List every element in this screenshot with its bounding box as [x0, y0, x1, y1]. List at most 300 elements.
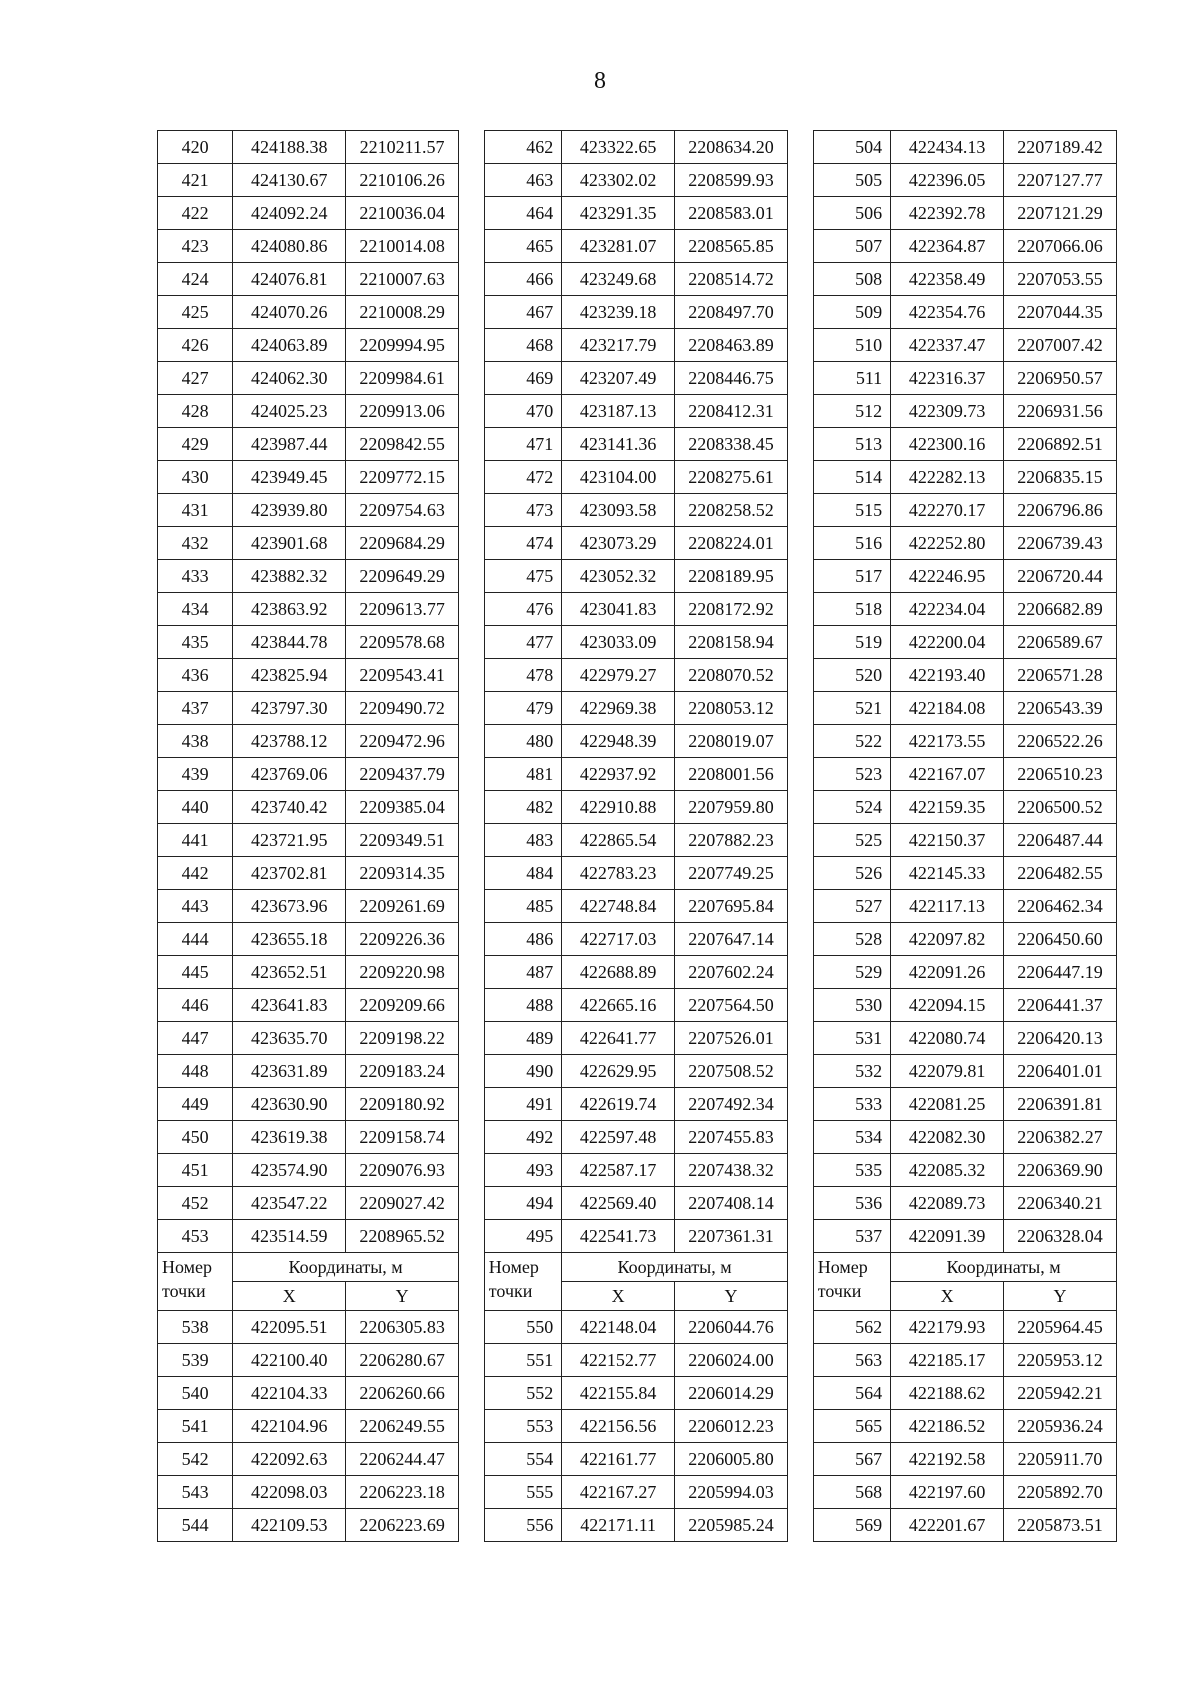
- column-gap: [459, 1220, 485, 1253]
- y-coordinate-cell: 2205994.03: [675, 1476, 788, 1509]
- y-coordinate-cell: 2209994.95: [346, 329, 459, 362]
- y-coordinate-cell: 2206223.69: [346, 1509, 459, 1542]
- point-number-cell: 453: [158, 1220, 233, 1253]
- point-number-cell: 439: [158, 758, 233, 791]
- point-number-cell: 448: [158, 1055, 233, 1088]
- x-coordinate-cell: 422597.48: [562, 1121, 675, 1154]
- y-coordinate-cell: 2209220.98: [346, 956, 459, 989]
- table-row: [158, 956, 1117, 989]
- column-gap: [787, 1154, 813, 1187]
- point-number-cell: 491: [484, 1088, 561, 1121]
- column-gap: [459, 1022, 485, 1055]
- x-coordinate-cell: 422200.04: [891, 626, 1004, 659]
- y-coordinate-cell: 2206462.34: [1004, 890, 1117, 923]
- point-number-cell: 522: [813, 725, 890, 758]
- y-coordinate-cell: 2207408.14: [675, 1187, 788, 1220]
- column-gap: [787, 1253, 813, 1311]
- x-coordinate-cell: 422081.25: [891, 1088, 1004, 1121]
- point-number-cell: 505: [813, 164, 890, 197]
- x-coordinate-cell: 422246.95: [891, 560, 1004, 593]
- point-number-cell: 438: [158, 725, 233, 758]
- x-coordinate-cell: 423239.18: [562, 296, 675, 329]
- x-coordinate-cell: 422091.39: [891, 1220, 1004, 1253]
- point-number-cell: 495: [484, 1220, 561, 1253]
- y-coordinate-cell: 2207564.50: [675, 989, 788, 1022]
- table-row: [158, 1220, 1117, 1253]
- point-number-cell: 477: [484, 626, 561, 659]
- y-coordinate-cell: 2209772.15: [346, 461, 459, 494]
- x-coordinate-cell: 422434.13: [891, 131, 1004, 164]
- y-coordinate-cell: 2206391.81: [1004, 1088, 1117, 1121]
- point-number-cell: 486: [484, 923, 561, 956]
- y-coordinate-cell: 2209158.74: [346, 1121, 459, 1154]
- y-coordinate-cell: 2208001.56: [675, 758, 788, 791]
- y-coordinate-cell: 2207007.42: [1004, 329, 1117, 362]
- point-number-cell: 475: [484, 560, 561, 593]
- y-coordinate-cell: 2209209.66: [346, 989, 459, 1022]
- page-number: 8: [594, 68, 606, 94]
- x-coordinate-cell: 422094.15: [891, 989, 1004, 1022]
- y-coordinate-cell: 2207189.42: [1004, 131, 1117, 164]
- point-number-cell: 472: [484, 461, 561, 494]
- table-row: [158, 758, 1117, 791]
- point-number-cell: 555: [484, 1476, 561, 1509]
- x-coordinate-cell: 422193.40: [891, 659, 1004, 692]
- table-row: [158, 1377, 1117, 1410]
- point-number-cell: 476: [484, 593, 561, 626]
- point-number-cell: 523: [813, 758, 890, 791]
- y-header: Y: [675, 1282, 788, 1311]
- x-coordinate-cell: 423249.68: [562, 263, 675, 296]
- x-coordinate-cell: 423187.13: [562, 395, 675, 428]
- y-coordinate-cell: 2206260.66: [346, 1377, 459, 1410]
- header-row-1: [158, 1253, 1117, 1282]
- y-coordinate-cell: 2207695.84: [675, 890, 788, 923]
- y-coordinate-cell: 2207066.06: [1004, 230, 1117, 263]
- point-number-cell: 540: [158, 1377, 233, 1410]
- table-row: [158, 1476, 1117, 1509]
- column-gap: [459, 692, 485, 725]
- point-number-cell: 445: [158, 956, 233, 989]
- y-coordinate-cell: 2206280.67: [346, 1344, 459, 1377]
- x-coordinate-cell: 422082.30: [891, 1121, 1004, 1154]
- x-coordinate-cell: 422392.78: [891, 197, 1004, 230]
- point-number-cell: 485: [484, 890, 561, 923]
- point-label-line2: точки: [488, 1281, 533, 1301]
- point-number-cell: 537: [813, 1220, 890, 1253]
- y-coordinate-cell: 2209984.61: [346, 362, 459, 395]
- point-number-cell: 542: [158, 1443, 233, 1476]
- point-number-header: [813, 1253, 890, 1311]
- point-number-cell: 452: [158, 1187, 233, 1220]
- point-number-cell: 532: [813, 1055, 890, 1088]
- y-coordinate-cell: 2209684.29: [346, 527, 459, 560]
- x-coordinate-cell: 423291.35: [562, 197, 675, 230]
- table-row: [158, 1121, 1117, 1154]
- y-coordinate-cell: 2210014.08: [346, 230, 459, 263]
- point-number-cell: 536: [813, 1187, 890, 1220]
- table-row: [158, 923, 1117, 956]
- x-coordinate-cell: 422109.53: [233, 1509, 346, 1542]
- x-coordinate-cell: 422150.37: [891, 824, 1004, 857]
- point-number-cell: 462: [484, 131, 561, 164]
- point-number-cell: 433: [158, 560, 233, 593]
- x-coordinate-cell: 423721.95: [233, 824, 346, 857]
- column-gap: [459, 626, 485, 659]
- table-row: [158, 230, 1117, 263]
- column-gap: [787, 824, 813, 857]
- table-row: [158, 362, 1117, 395]
- x-coordinate-cell: 422167.27: [562, 1476, 675, 1509]
- y-coordinate-cell: 2205911.70: [1004, 1443, 1117, 1476]
- y-coordinate-cell: 2209183.24: [346, 1055, 459, 1088]
- y-coordinate-cell: 2209027.42: [346, 1187, 459, 1220]
- x-coordinate-cell: 423901.68: [233, 527, 346, 560]
- table-row: [158, 1509, 1117, 1542]
- x-coordinate-cell: 423052.32: [562, 560, 675, 593]
- point-number-cell: 435: [158, 626, 233, 659]
- x-coordinate-cell: 424063.89: [233, 329, 346, 362]
- point-number-cell: 440: [158, 791, 233, 824]
- y-coordinate-cell: 2208965.52: [346, 1220, 459, 1253]
- y-coordinate-cell: 2209754.63: [346, 494, 459, 527]
- point-number-cell: 519: [813, 626, 890, 659]
- table-row: [158, 527, 1117, 560]
- point-label-line1: Номер: [162, 1257, 213, 1277]
- y-coordinate-cell: 2209578.68: [346, 626, 459, 659]
- x-coordinate-cell: 422104.96: [233, 1410, 346, 1443]
- column-gap: [787, 659, 813, 692]
- x-coordinate-cell: 422100.40: [233, 1344, 346, 1377]
- y-coordinate-cell: 2208338.45: [675, 428, 788, 461]
- x-coordinate-cell: 422145.33: [891, 857, 1004, 890]
- y-coordinate-cell: 2205964.45: [1004, 1311, 1117, 1344]
- point-number-cell: 528: [813, 923, 890, 956]
- table-row: [158, 626, 1117, 659]
- y-coordinate-cell: 2206892.51: [1004, 428, 1117, 461]
- x-coordinate-cell: 422188.62: [891, 1377, 1004, 1410]
- point-number-cell: 470: [484, 395, 561, 428]
- column-gap: [787, 1055, 813, 1088]
- point-label-line1: Номер: [817, 1257, 868, 1277]
- point-number-cell: 564: [813, 1377, 890, 1410]
- x-coordinate-cell: 424080.86: [233, 230, 346, 263]
- point-number-cell: 421: [158, 164, 233, 197]
- point-number-cell: 526: [813, 857, 890, 890]
- x-coordinate-cell: 422619.74: [562, 1088, 675, 1121]
- column-gap: [787, 560, 813, 593]
- point-number-header: [484, 1253, 561, 1311]
- x-coordinate-cell: 423939.80: [233, 494, 346, 527]
- x-coordinate-cell: 423514.59: [233, 1220, 346, 1253]
- point-label-line2: точки: [162, 1281, 206, 1301]
- y-coordinate-cell: 2206340.21: [1004, 1187, 1117, 1220]
- point-number-cell: 518: [813, 593, 890, 626]
- x-coordinate-cell: 422159.35: [891, 791, 1004, 824]
- x-coordinate-cell: 423073.29: [562, 527, 675, 560]
- column-gap: [459, 296, 485, 329]
- y-coordinate-cell: 2206005.80: [675, 1443, 788, 1476]
- point-number-cell: 480: [484, 725, 561, 758]
- column-gap: [459, 1344, 485, 1377]
- y-coordinate-cell: 2208224.01: [675, 527, 788, 560]
- column-gap: [459, 791, 485, 824]
- column-gap: [459, 329, 485, 362]
- coordinates-table: [157, 130, 1117, 1542]
- column-gap: [459, 362, 485, 395]
- x-coordinate-cell: 422948.39: [562, 725, 675, 758]
- x-coordinate-cell: 422252.80: [891, 527, 1004, 560]
- point-number-cell: 534: [813, 1121, 890, 1154]
- table-section-1: [158, 131, 1117, 1253]
- y-coordinate-cell: 2208497.70: [675, 296, 788, 329]
- point-number-cell: 423: [158, 230, 233, 263]
- point-number-cell: 429: [158, 428, 233, 461]
- x-coordinate-cell: 422316.37: [891, 362, 1004, 395]
- x-coordinate-cell: 422358.49: [891, 263, 1004, 296]
- point-number-cell: 494: [484, 1187, 561, 1220]
- table-row: [158, 1311, 1117, 1344]
- point-number-cell: 432: [158, 527, 233, 560]
- x-coordinate-cell: 423104.00: [562, 461, 675, 494]
- point-number-cell: 473: [484, 494, 561, 527]
- y-coordinate-cell: 2208053.12: [675, 692, 788, 725]
- point-number-cell: 490: [484, 1055, 561, 1088]
- column-gap: [459, 956, 485, 989]
- y-header: Y: [1004, 1282, 1117, 1311]
- column-gap: [459, 725, 485, 758]
- x-coordinate-cell: 422309.73: [891, 395, 1004, 428]
- point-number-cell: 420: [158, 131, 233, 164]
- y-coordinate-cell: 2205953.12: [1004, 1344, 1117, 1377]
- x-coordinate-cell: 423322.65: [562, 131, 675, 164]
- point-number-cell: 541: [158, 1410, 233, 1443]
- point-number-cell: 441: [158, 824, 233, 857]
- header-row-2: [158, 1282, 1117, 1311]
- point-number-cell: 431: [158, 494, 233, 527]
- column-gap: [459, 1377, 485, 1410]
- point-number-cell: 479: [484, 692, 561, 725]
- column-gap: [459, 1088, 485, 1121]
- point-number-cell: 510: [813, 329, 890, 362]
- point-number-cell: 514: [813, 461, 890, 494]
- x-coordinate-cell: 424070.26: [233, 296, 346, 329]
- y-coordinate-cell: 2206328.04: [1004, 1220, 1117, 1253]
- table-row: [158, 296, 1117, 329]
- x-coordinate-cell: 423825.94: [233, 659, 346, 692]
- y-coordinate-cell: 2206420.13: [1004, 1022, 1117, 1055]
- x-coordinate-cell: 422910.88: [562, 791, 675, 824]
- x-coordinate-cell: 423949.45: [233, 461, 346, 494]
- y-coordinate-cell: 2207647.14: [675, 923, 788, 956]
- table-row: [158, 329, 1117, 362]
- table-row: [158, 263, 1117, 296]
- table-row: [158, 1088, 1117, 1121]
- point-number-cell: 562: [813, 1311, 890, 1344]
- y-coordinate-cell: 2205985.24: [675, 1509, 788, 1542]
- x-coordinate-cell: 423652.51: [233, 956, 346, 989]
- column-gap: [459, 1253, 485, 1311]
- point-number-cell: 489: [484, 1022, 561, 1055]
- point-number-cell: 531: [813, 1022, 890, 1055]
- y-coordinate-cell: 2206950.57: [1004, 362, 1117, 395]
- column-gap: [787, 593, 813, 626]
- x-header: X: [891, 1282, 1004, 1311]
- point-number-cell: 442: [158, 857, 233, 890]
- x-coordinate-cell: 422097.82: [891, 923, 1004, 956]
- point-number-cell: 530: [813, 989, 890, 1022]
- table-row: [158, 725, 1117, 758]
- y-coordinate-cell: 2205936.24: [1004, 1410, 1117, 1443]
- column-gap: [787, 395, 813, 428]
- x-coordinate-cell: 422179.93: [891, 1311, 1004, 1344]
- x-header: X: [562, 1282, 675, 1311]
- y-coordinate-cell: 2209198.22: [346, 1022, 459, 1055]
- x-coordinate-cell: 424025.23: [233, 395, 346, 428]
- y-coordinate-cell: 2209180.92: [346, 1088, 459, 1121]
- x-coordinate-cell: 422783.23: [562, 857, 675, 890]
- table-row: [158, 461, 1117, 494]
- point-number-cell: 529: [813, 956, 890, 989]
- x-coordinate-cell: 423797.30: [233, 692, 346, 725]
- y-coordinate-cell: 2206244.47: [346, 1443, 459, 1476]
- y-coordinate-cell: 2207361.31: [675, 1220, 788, 1253]
- x-coordinate-cell: 422364.87: [891, 230, 1004, 263]
- y-coordinate-cell: 2206571.28: [1004, 659, 1117, 692]
- column-gap: [787, 263, 813, 296]
- x-coordinate-cell: 424076.81: [233, 263, 346, 296]
- x-coordinate-cell: 423217.79: [562, 329, 675, 362]
- x-coordinate-cell: 422186.52: [891, 1410, 1004, 1443]
- column-gap: [787, 692, 813, 725]
- x-coordinate-cell: 424130.67: [233, 164, 346, 197]
- x-coordinate-cell: 422587.17: [562, 1154, 675, 1187]
- column-gap: [459, 461, 485, 494]
- y-coordinate-cell: 2206044.76: [675, 1311, 788, 1344]
- y-coordinate-cell: 2210106.26: [346, 164, 459, 197]
- x-coordinate-cell: 422969.38: [562, 692, 675, 725]
- point-number-cell: 482: [484, 791, 561, 824]
- y-coordinate-cell: 2206482.55: [1004, 857, 1117, 890]
- column-gap: [787, 1443, 813, 1476]
- x-coordinate-cell: 424188.38: [233, 131, 346, 164]
- table-header: [158, 1253, 1117, 1311]
- table-row: [158, 164, 1117, 197]
- column-gap: [787, 857, 813, 890]
- point-number-cell: 469: [484, 362, 561, 395]
- x-coordinate-cell: 423863.92: [233, 593, 346, 626]
- y-header: Y: [346, 1282, 459, 1311]
- point-number-cell: 551: [484, 1344, 561, 1377]
- column-gap: [459, 1311, 485, 1344]
- x-coordinate-cell: 422270.17: [891, 494, 1004, 527]
- column-gap: [787, 1311, 813, 1344]
- point-number-cell: 550: [484, 1311, 561, 1344]
- y-coordinate-cell: 2207053.55: [1004, 263, 1117, 296]
- point-number-cell: 467: [484, 296, 561, 329]
- x-coordinate-cell: 422282.13: [891, 461, 1004, 494]
- column-gap: [459, 593, 485, 626]
- point-number-cell: 520: [813, 659, 890, 692]
- y-coordinate-cell: 2208463.89: [675, 329, 788, 362]
- y-coordinate-cell: 2208412.31: [675, 395, 788, 428]
- column-gap: [459, 659, 485, 692]
- point-number-cell: 447: [158, 1022, 233, 1055]
- y-coordinate-cell: 2206401.01: [1004, 1055, 1117, 1088]
- y-coordinate-cell: 2207121.29: [1004, 197, 1117, 230]
- y-coordinate-cell: 2206739.43: [1004, 527, 1117, 560]
- column-gap: [787, 362, 813, 395]
- point-number-cell: 465: [484, 230, 561, 263]
- x-coordinate-cell: 422185.17: [891, 1344, 1004, 1377]
- point-number-cell: 567: [813, 1443, 890, 1476]
- x-coordinate-cell: 422979.27: [562, 659, 675, 692]
- point-number-cell: 434: [158, 593, 233, 626]
- x-coordinate-cell: 423987.44: [233, 428, 346, 461]
- x-coordinate-cell: 422092.63: [233, 1443, 346, 1476]
- x-coordinate-cell: 422117.13: [891, 890, 1004, 923]
- column-gap: [787, 527, 813, 560]
- point-number-cell: 444: [158, 923, 233, 956]
- y-coordinate-cell: 2208565.85: [675, 230, 788, 263]
- point-number-cell: 524: [813, 791, 890, 824]
- table-row: [158, 1055, 1117, 1088]
- x-coordinate-cell: 422080.74: [891, 1022, 1004, 1055]
- table-row: [158, 692, 1117, 725]
- point-label-line2: точки: [817, 1281, 862, 1301]
- x-coordinate-cell: 423281.07: [562, 230, 675, 263]
- column-gap: [459, 428, 485, 461]
- column-gap: [787, 1220, 813, 1253]
- y-coordinate-cell: 2208172.92: [675, 593, 788, 626]
- x-coordinate-cell: 422197.60: [891, 1476, 1004, 1509]
- point-number-cell: 488: [484, 989, 561, 1022]
- column-gap: [787, 989, 813, 1022]
- column-gap: [459, 1476, 485, 1509]
- y-coordinate-cell: 2206522.26: [1004, 725, 1117, 758]
- y-coordinate-cell: 2207508.52: [675, 1055, 788, 1088]
- column-gap: [787, 197, 813, 230]
- column-gap: [787, 890, 813, 923]
- y-coordinate-cell: 2207127.77: [1004, 164, 1117, 197]
- x-coordinate-cell: 422091.26: [891, 956, 1004, 989]
- point-number-cell: 533: [813, 1088, 890, 1121]
- column-gap: [787, 956, 813, 989]
- table-row: [158, 1410, 1117, 1443]
- coords-header: Координаты, м: [233, 1253, 459, 1282]
- x-coordinate-cell: 422171.11: [562, 1509, 675, 1542]
- x-coordinate-cell: 423093.58: [562, 494, 675, 527]
- x-coordinate-cell: 422665.16: [562, 989, 675, 1022]
- x-coordinate-cell: 423769.06: [233, 758, 346, 791]
- point-number-cell: 556: [484, 1509, 561, 1542]
- table-row: [158, 131, 1117, 164]
- x-coordinate-cell: 424062.30: [233, 362, 346, 395]
- point-number-cell: 464: [484, 197, 561, 230]
- table-row: [158, 1022, 1117, 1055]
- point-number-cell: 539: [158, 1344, 233, 1377]
- x-coordinate-cell: 422184.08: [891, 692, 1004, 725]
- column-gap: [459, 527, 485, 560]
- point-number-cell: 449: [158, 1088, 233, 1121]
- point-number-cell: 426: [158, 329, 233, 362]
- coords-header: Координаты, м: [891, 1253, 1117, 1282]
- point-number-cell: 552: [484, 1377, 561, 1410]
- y-coordinate-cell: 2209437.79: [346, 758, 459, 791]
- x-coordinate-cell: 422161.77: [562, 1443, 675, 1476]
- column-gap: [459, 824, 485, 857]
- column-gap: [787, 428, 813, 461]
